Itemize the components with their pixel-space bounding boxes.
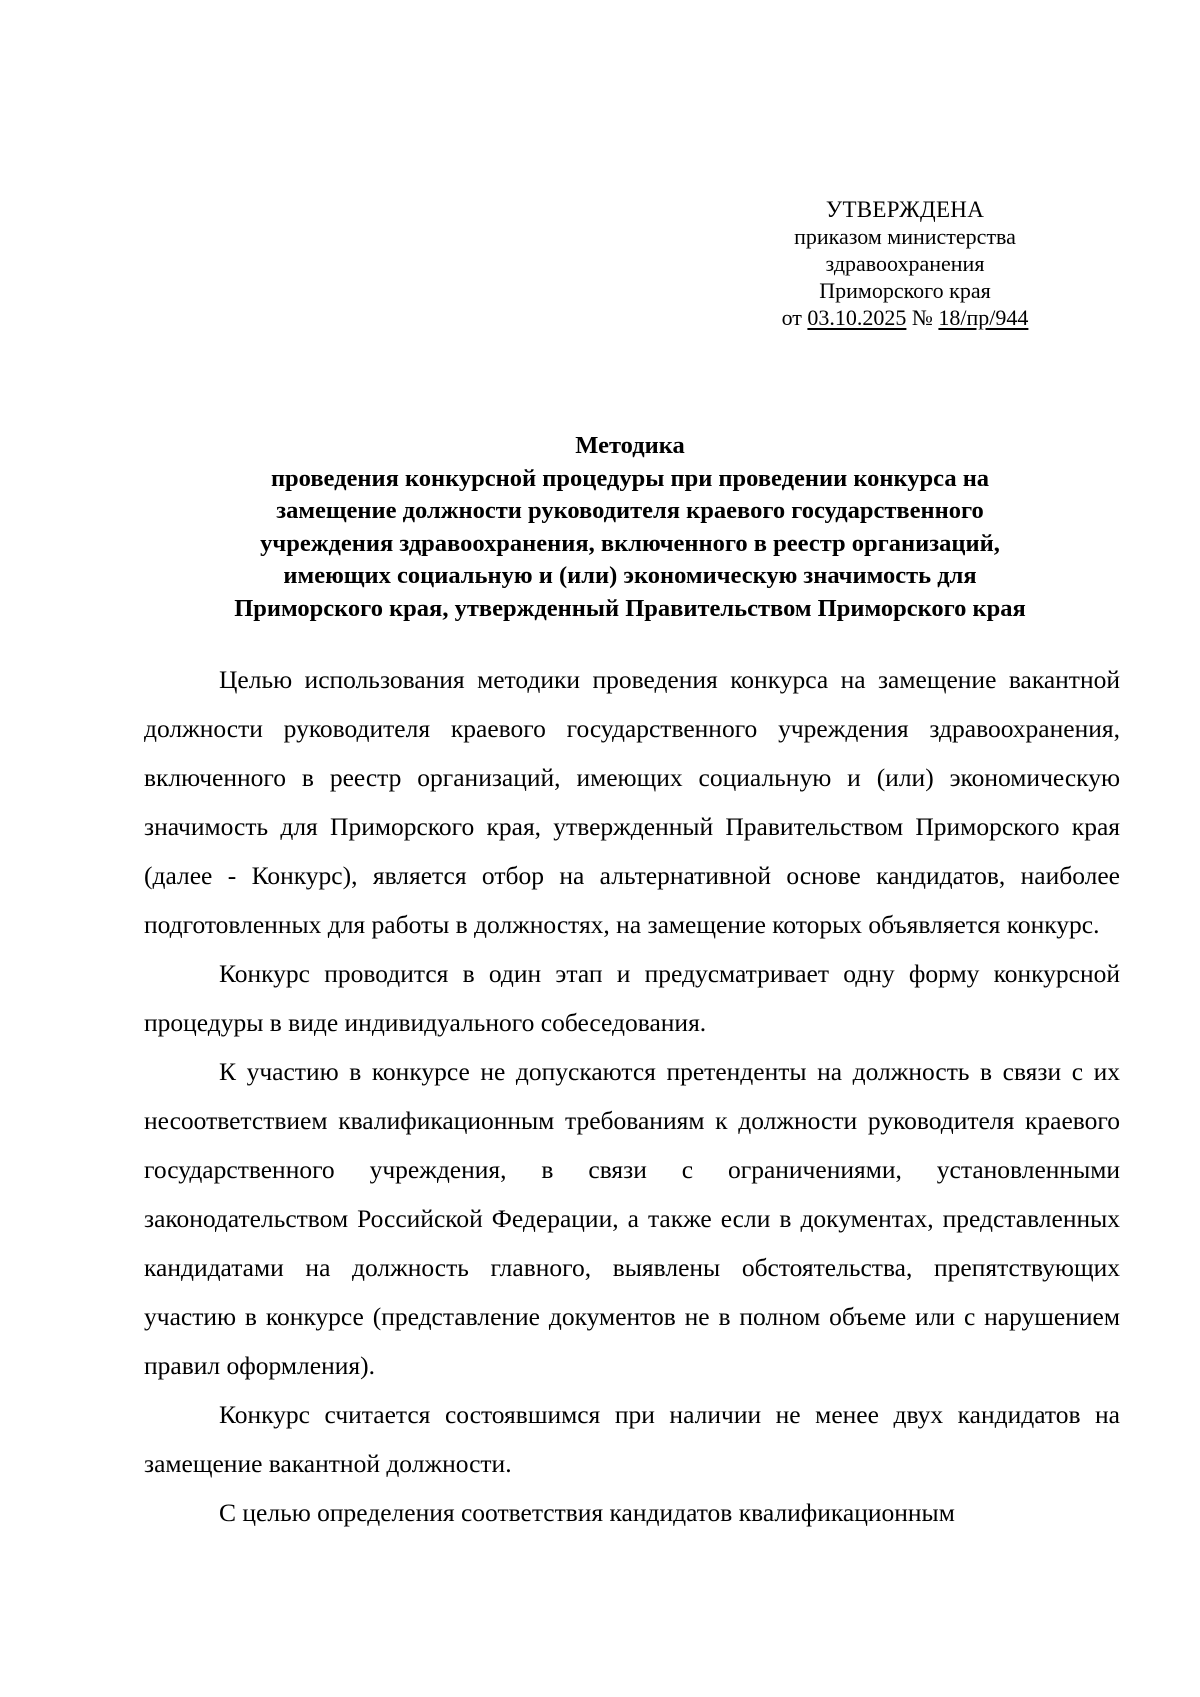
paragraph-admission: К участию в конкурсе не допускаются претенденты на должность в связи с их несоответствием квалификационным требованиям к должности руководителя краевого государственного учреждения, в связи с ограничениями, установленными законодательством Российской Федерации, а также если в документах, представленных кандидатами на должность главного, выявлены обстоятельства, препятствующих участию в конкурсе (представление документов не в полном объеме или с нарушением правил оформления). <box>144 1057 1120 1380</box>
title-line-2: замещение должности руководителя краевого государственного <box>276 497 984 524</box>
approval-date-prefix: от <box>781 305 808 330</box>
approval-number: 18/пр/944 <box>938 305 1029 330</box>
paragraph-purpose: Целью использования методики проведения конкурса на замещение вакантной должности руководителя краевого государственного учреждения здравоохранения, включенного в реестр организаций, имеющих социальную и (или) экономическую значимость для Приморского края, утвержденный Правительством Приморского края (далее - Конкурс), является отбор на альтернативной основе кандидатов, наиболее подготовленных для работы в должностях, на замещение которых объявляется конкурс. <box>144 665 1120 939</box>
approval-stamp <box>740 196 1070 331</box>
paragraph-qualification: С целью определения соответствия кандидатов квалификационным <box>219 1498 955 1527</box>
approval-line-2: здравоохранения <box>825 251 985 276</box>
title-line-4: имеющих социальную и (или) экономическую значимость для <box>283 562 977 589</box>
title-line-1: проведения конкурсной процедуры при проведении конкурса на <box>270 464 990 492</box>
title-line-5: Приморского края, утвержденный Правительством Приморского края <box>234 594 1026 622</box>
approval-date-line <box>740 304 1070 331</box>
paragraph-validity: Конкурс считается состоявшимся при наличии не менее двух кандидатов на замещение вакантной должности. <box>144 1400 1120 1478</box>
title-line-3: учреждения здравоохранения, включенного в реестр организаций, <box>260 529 1000 557</box>
title-heading: Методика <box>575 432 685 459</box>
document-title <box>140 430 1120 625</box>
approval-title: УТВЕРЖДЕНА <box>825 197 985 222</box>
approval-line-1: приказом министерства <box>794 224 1016 249</box>
approval-date: 03.10.2025 <box>807 305 907 330</box>
paragraph-stages: Конкурс проводится в один этап и предусматривает одну форму конкурсной процедуры в виде индивидуального собеседования. <box>144 959 1120 1037</box>
approval-line-3: Приморского края <box>819 278 991 303</box>
document-body <box>144 655 1120 1537</box>
approval-number-sign: № <box>906 305 939 330</box>
